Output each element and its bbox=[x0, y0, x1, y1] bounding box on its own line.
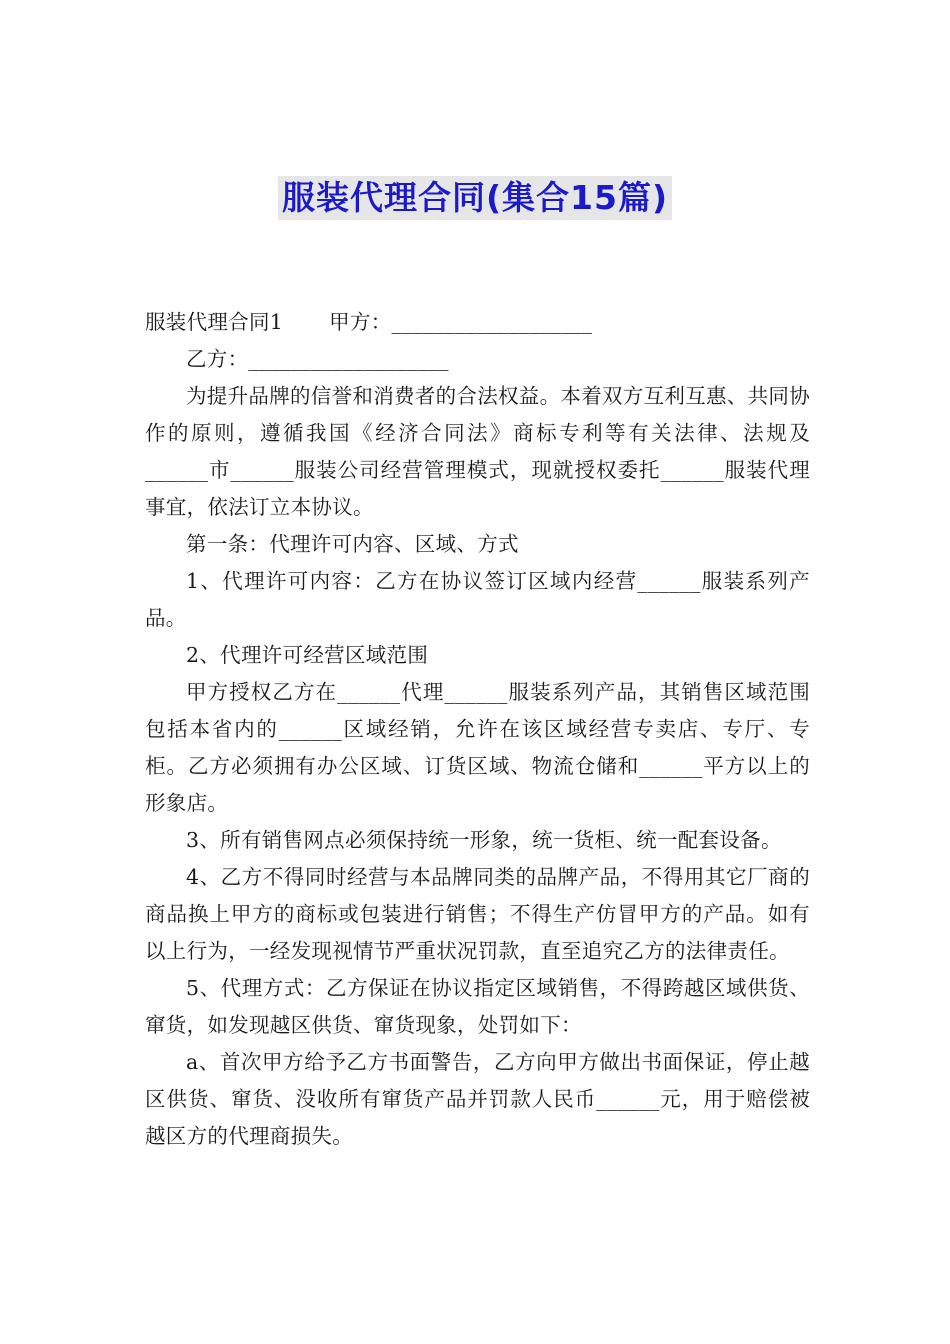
party-a-field: 甲方：___________________ bbox=[329, 310, 593, 334]
clause-3: 3、所有销售网点必须保持统一形象，统一货柜、统一配套设备。 bbox=[186, 828, 782, 852]
paragraph-contract-header bbox=[145, 304, 810, 341]
paragraph-preamble: 为提升品牌的信誉和消费者的合法权益。本着双方互利互惠、共同协作的原则，遵循我国《经济合同法》商标专利等有关法律、法规及______市______服装公司经营管理模式，现就授权委托______服装代理事宜，依法订立本协议。 bbox=[145, 384, 810, 519]
title-container bbox=[0, 176, 950, 220]
contract-label: 服装代理合同1 bbox=[145, 310, 284, 334]
clause-5: 5、代理方式：乙方保证在协议指定区域销售，不得跨越区域供货、窜货，如发现越区供货、窜货现象，处罚如下： bbox=[145, 976, 810, 1037]
article-1-heading: 第一条：代理许可内容、区域、方式 bbox=[186, 532, 519, 556]
clause-2-detail: 甲方授权乙方在______代理______服装系列产品，其销售区域范围包括本省内的______区域经销，允许在该区域经营专卖店、专厅、专柜。乙方必须拥有办公区域、订货区域、物流仓储和______平方以上的形象店。 bbox=[145, 680, 810, 815]
clause-5a: a、首次甲方给予乙方书面警告，乙方向甲方做出书面保证，停止越区供货、窜货、没收所有窜货产品并罚款人民币______元，用于赔偿被越区方的代理商损失。 bbox=[145, 1050, 810, 1148]
clause-2: 2、代理许可经营区域范围 bbox=[186, 643, 429, 667]
party-b-field: 乙方：___________________ bbox=[186, 347, 449, 371]
document-title: 服装代理合同(集合15篇) bbox=[278, 176, 672, 220]
document-body bbox=[145, 304, 810, 1155]
clause-4: 4、乙方不得同时经营与本品牌同类的品牌产品，不得用其它厂商的商品换上甲方的商标或包装进行销售；不得生产仿冒甲方的产品。如有以上行为，一经发现视情节严重状况罚款，直至追究乙方的法律责任。 bbox=[145, 865, 810, 963]
clause-1: 1、代理许可内容：乙方在协议签订区域内经营______服装系列产品。 bbox=[145, 569, 810, 630]
